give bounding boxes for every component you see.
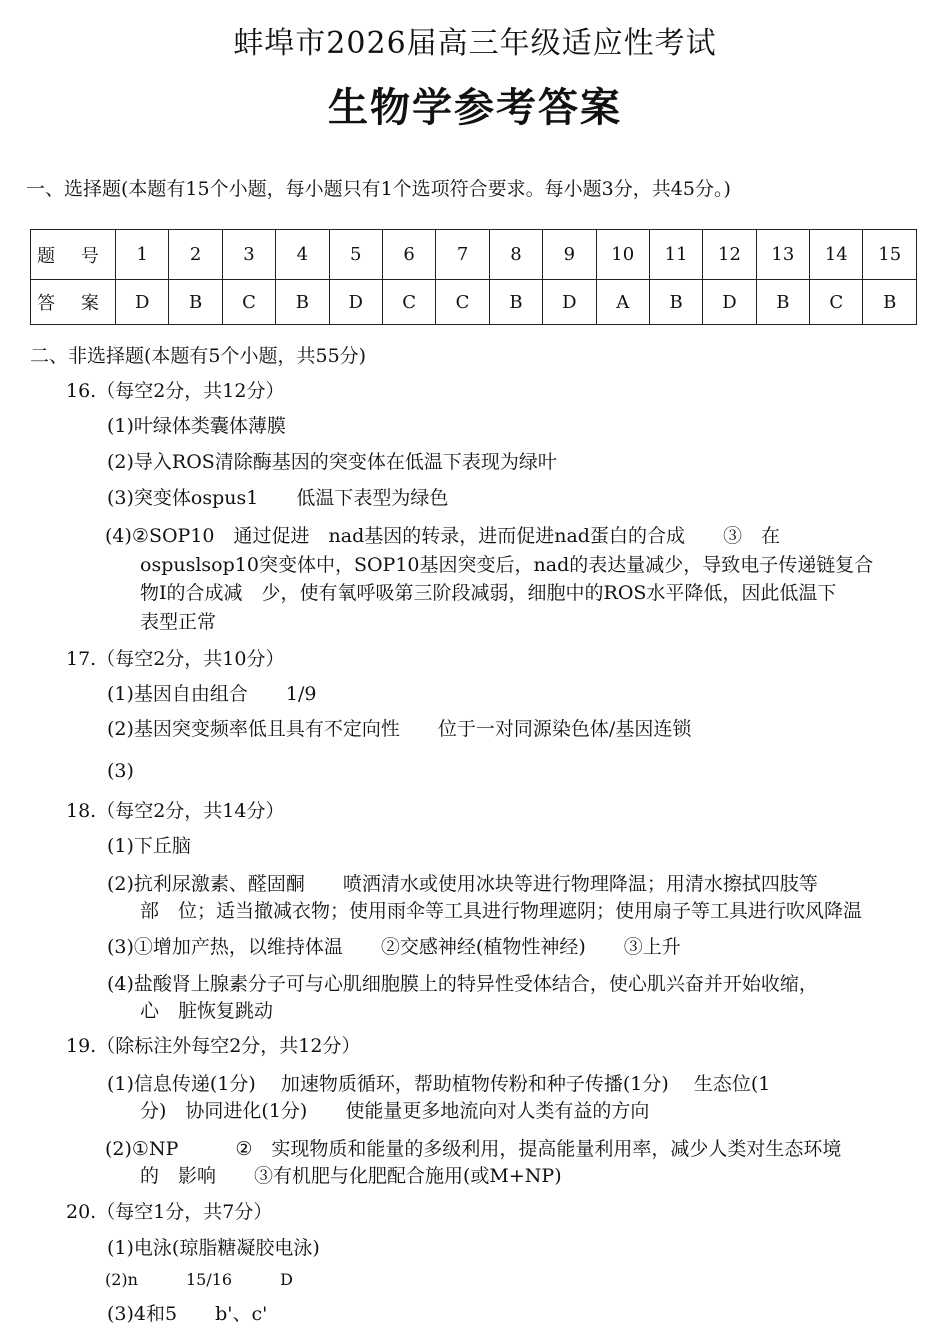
question-number-cell: 14 [810, 230, 863, 280]
q17-answer-1: (1)基因自由组合 1/9 [107, 683, 317, 705]
q17-heading: 17.（每空2分，共10分） [66, 648, 285, 670]
question-number-cell: 13 [756, 230, 809, 280]
q18-heading: 18.（每空2分，共14分） [66, 800, 285, 822]
question-number-cell: 7 [436, 230, 489, 280]
q20-answer-1: (1)电泳(琼脂糖凝胶电泳) [107, 1237, 320, 1259]
answer-cell: D [116, 280, 169, 325]
q16-answer-2: (2)导入ROS清除酶基因的突变体在低温下表现为绿叶 [107, 451, 557, 473]
q19-answer-1-line1: (1)信息传递(1分) 加速物质循环，帮助植物传粉和种子传播(1分) 生态位(1 [107, 1073, 771, 1095]
answer-row [31, 280, 917, 325]
q18-answer-2-line1: (2)抗利尿激素、醛固酮 喷洒清水或使用冰块等进行物理降温；用清水擦拭四肢等 [107, 873, 818, 895]
answer-cell: D [703, 280, 756, 325]
answer-label: 答 案 [31, 280, 116, 325]
question-number-cell: 2 [169, 230, 222, 280]
question-number-cell: 11 [649, 230, 702, 280]
question-number-cell: 15 [863, 230, 917, 280]
section1-title: 一、选择题(本题有15个小题，每小题只有1个选项符合要求。每小题3分，共45分。) [26, 178, 731, 200]
question-number-cell: 9 [543, 230, 596, 280]
exam-title: 蚌埠市2026届高三年级适应性考试 [233, 26, 717, 61]
q19-answer-2-line1: (2)①NP ② 实现物质和能量的多级利用，提高能量利用率，减少人类对生态环境 [105, 1138, 842, 1160]
q18-answer-1: (1)下丘脑 [107, 835, 191, 857]
answer-cell: B [489, 280, 542, 325]
question-number-cell: 4 [276, 230, 329, 280]
q17-answer-3: (3) [107, 760, 134, 782]
q16-answer-3: (3)突变体ospus1 低温下表型为绿色 [107, 487, 449, 509]
q17-answer-2: (2)基因突变频率低且具有不定向性 位于一对同源染色体/基因连锁 [107, 718, 692, 740]
q20-answer-2: (2)n 15/16 D [105, 1270, 293, 1289]
q19-heading: 19.（除标注外每空2分，共12分） [66, 1035, 361, 1057]
q16-answer-4-line1: (4)②SOP10 通过促进 nad基因的转录，进而促进nad蛋白的合成 ③ 在 [105, 525, 780, 547]
question-number-cell: 5 [329, 230, 382, 280]
q16-answer-1: (1)叶绿体类囊体薄膜 [107, 415, 286, 437]
question-number-cell: 1 [116, 230, 169, 280]
q20-answer-3: (3)4和5 b'、c' [107, 1303, 268, 1325]
answer-cell: B [169, 280, 222, 325]
question-number-cell: 6 [382, 230, 435, 280]
question-number-cell: 8 [489, 230, 542, 280]
answer-cell: B [276, 280, 329, 325]
q19-answer-2-line2: 的 影响 ③有机肥与化肥配合施用(或M+NP) [140, 1165, 562, 1187]
q18-answer-2-line2: 部 位；适当撤减衣物；使用雨伞等工具进行物理遮阴；使用扇子等工具进行吹风降温 [140, 900, 863, 922]
q20-heading: 20.（每空1分，共7分） [66, 1201, 273, 1223]
question-number-cell: 10 [596, 230, 649, 280]
q16-heading: 16.（每空2分，共12分） [66, 380, 285, 402]
q18-answer-3: (3)①增加产热，以维持体温 ②交感神经(植物性神经) ③上升 [107, 936, 681, 958]
q16-answer-4-line2: ospuslsop10突变体中，SOP10基因突变后，nad的表达量减少，导致电子传递链复合 [140, 554, 874, 576]
answer-cell: B [649, 280, 702, 325]
answer-cell: D [543, 280, 596, 325]
question-number-row [31, 230, 917, 280]
q18-answer-4-line1: (4)盐酸肾上腺素分子可与心肌细胞膜上的特异性受体结合，使心肌兴奋并开始收缩， [107, 973, 818, 995]
answer-cell: C [222, 280, 275, 325]
q16-answer-4-line3: 物Ⅰ的合成减 少，使有氧呼吸第三阶段减弱，细胞中的ROS水平降低，因此低温下 [140, 582, 837, 604]
q18-answer-4-line2: 心 脏恢复跳动 [140, 1000, 274, 1022]
answer-cell: C [382, 280, 435, 325]
document-title: 生物学参考答案 [328, 85, 622, 131]
q16-answer-4-line4: 表型正常 [140, 611, 217, 633]
answer-cell: D [329, 280, 382, 325]
answer-cell: C [436, 280, 489, 325]
answer-cell: C [810, 280, 863, 325]
section2-title: 二、非选择题(本题有5个小题，共55分) [30, 345, 367, 367]
answer-cell: B [756, 280, 809, 325]
question-number-label: 题 号 [31, 230, 116, 280]
question-number-cell: 12 [703, 230, 756, 280]
q19-answer-1-line2: 分) 协同进化(1分) 使能量更多地流向对人类有益的方向 [140, 1100, 650, 1122]
answer-table [30, 229, 917, 325]
question-number-cell: 3 [222, 230, 275, 280]
answer-cell: A [596, 280, 649, 325]
answer-cell: B [863, 280, 917, 325]
